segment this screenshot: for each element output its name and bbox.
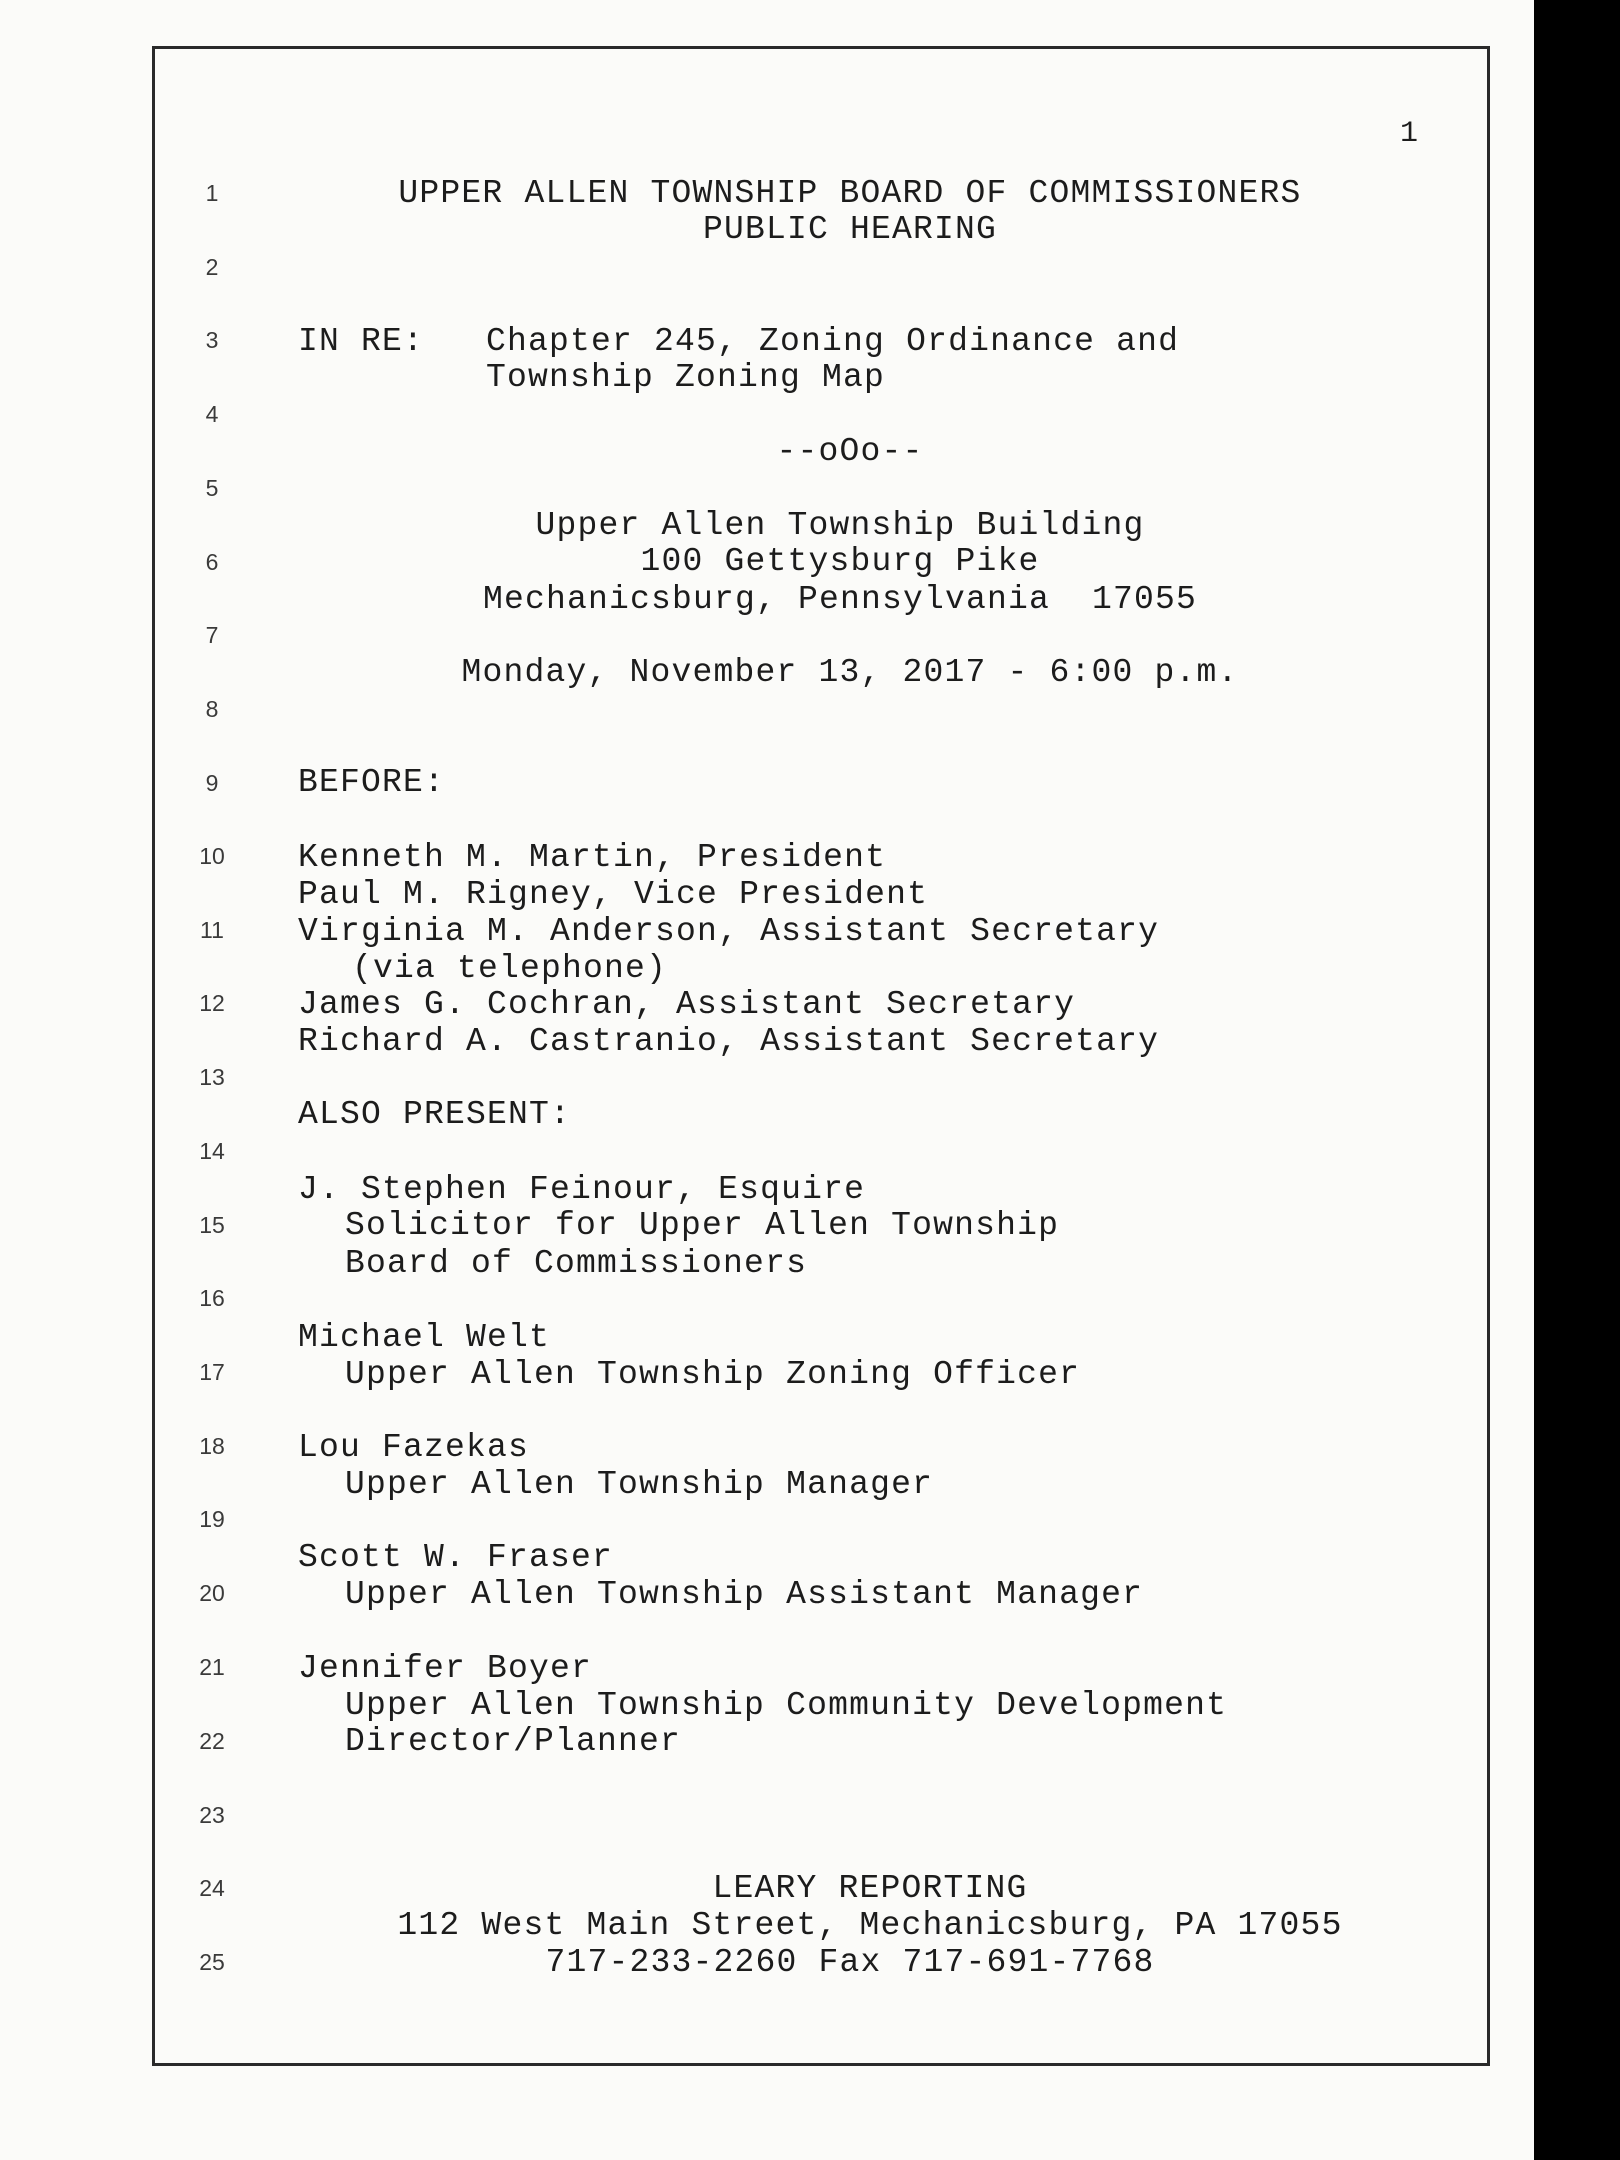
- line-number-10: 10: [199, 843, 225, 869]
- before-heading: BEFORE:: [298, 764, 446, 801]
- line-number-23: 23: [199, 1802, 225, 1828]
- member-anderson: Virginia M. Anderson, Assistant Secretary: [298, 913, 1160, 950]
- line-number-22: 22: [199, 1728, 225, 1754]
- line-number-1: 1: [205, 180, 219, 206]
- member-castranio: Richard A. Castranio, Assistant Secretary: [298, 1023, 1160, 1060]
- line-number-7: 7: [205, 622, 219, 648]
- line-number-3: 3: [205, 327, 219, 353]
- person-feinour-role-1: Solicitor for Upper Allen Township: [345, 1207, 1060, 1244]
- person-fazekas-name: Lou Fazekas: [298, 1429, 530, 1466]
- separator: --oOo--: [776, 433, 924, 470]
- location-building: Upper Allen Township Building: [535, 507, 1145, 544]
- member-rigney: Paul M. Rigney, Vice President: [298, 876, 929, 913]
- reporter-phone-fax: 717-233-2260 Fax 717-691-7768: [545, 1944, 1155, 1981]
- person-feinour-role-2: Board of Commissioners: [345, 1245, 808, 1282]
- line-number-16: 16: [199, 1285, 225, 1311]
- line-number-25: 25: [199, 1949, 225, 1975]
- line-number-14: 14: [199, 1138, 225, 1164]
- location-city: Mechanicsburg, Pennsylvania 17055: [482, 581, 1198, 618]
- person-welt-name: Michael Welt: [298, 1319, 551, 1356]
- line-number-21: 21: [199, 1654, 225, 1680]
- line-number-18: 18: [199, 1433, 225, 1459]
- line-number-24: 24: [199, 1875, 225, 1901]
- line-number-6: 6: [205, 549, 219, 575]
- hearing-subtitle: PUBLIC HEARING: [702, 211, 998, 248]
- also-present-heading: ALSO PRESENT:: [298, 1096, 572, 1133]
- line-number-2: 2: [205, 254, 219, 280]
- line-number-5: 5: [205, 475, 219, 501]
- line-number-8: 8: [205, 696, 219, 722]
- line-number-15: 15: [199, 1212, 225, 1238]
- line-number-12: 12: [199, 990, 225, 1016]
- line-number-19: 19: [199, 1506, 225, 1532]
- in-re-label: IN RE:: [298, 323, 425, 360]
- line-number-9: 9: [205, 770, 219, 796]
- date-time: Monday, November 13, 2017 - 6:00 p.m.: [461, 654, 1239, 691]
- in-re-line-1: Chapter 245, Zoning Ordinance and: [486, 323, 1180, 360]
- person-boyer-role-1: Upper Allen Township Community Development: [345, 1687, 1228, 1724]
- member-cochran: James G. Cochran, Assistant Secretary: [298, 986, 1076, 1023]
- person-boyer-name: Jennifer Boyer: [298, 1650, 593, 1687]
- line-number-17: 17: [199, 1359, 225, 1385]
- person-feinour-name: J. Stephen Feinour, Esquire: [298, 1171, 866, 1208]
- person-boyer-role-2: Director/Planner: [345, 1723, 682, 1760]
- person-welt-role: Upper Allen Township Zoning Officer: [345, 1356, 1081, 1393]
- line-number-11: 11: [200, 917, 224, 943]
- person-fazekas-role: Upper Allen Township Manager: [345, 1466, 934, 1503]
- member-martin: Kenneth M. Martin, President: [298, 839, 887, 876]
- line-number-20: 20: [199, 1580, 225, 1606]
- reporter-company: LEARY REPORTING: [712, 1870, 1028, 1907]
- hearing-title: UPPER ALLEN TOWNSHIP BOARD OF COMMISSIONERS: [398, 175, 1302, 212]
- member-anderson-note: (via telephone): [352, 950, 668, 987]
- person-fraser-role: Upper Allen Township Assistant Manager: [345, 1576, 1144, 1613]
- person-fraser-name: Scott W. Fraser: [298, 1539, 614, 1576]
- page-number: 1: [1399, 117, 1418, 151]
- location-street: 100 Gettysburg Pike: [640, 543, 1040, 580]
- line-number-4: 4: [205, 401, 219, 427]
- reporter-address: 112 West Main Street, Mechanicsburg, PA 17055: [397, 1907, 1343, 1944]
- line-number-13: 13: [199, 1064, 225, 1090]
- in-re-line-2: Township Zoning Map: [486, 359, 886, 396]
